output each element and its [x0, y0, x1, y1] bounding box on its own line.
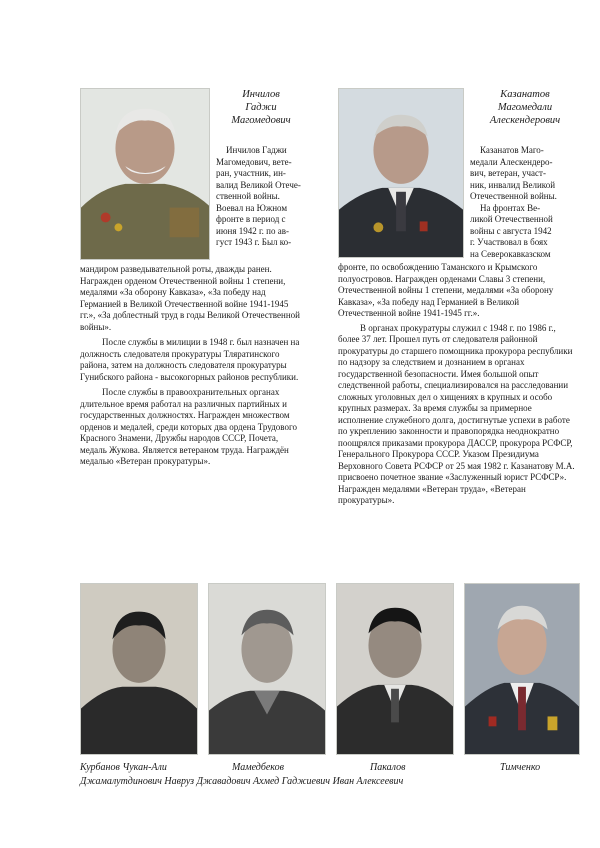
- bio-paragraph: фронте, по освобождению Таманского и Крымского полуостровов. Награжден орденами Славы 3 степени, Отечественной войны 1 степени, медалями «За оборону Кавказа», «За победу над Германией в Великой Отечественной войне 1941-1945 гг.».: [338, 262, 554, 318]
- bio-paragraph: В органах прокуратуры служил с 1948 г. по 1986 г., более 37 лет. Прошел путь от следователя районной прокуратуры до старшего помощника прокурора республики по надзору за следствием и дознанием в органах государственной безопасности. Имея большой опыт следственной работы, специализировался на расследовании сложных уголовных дел о хищениях в крупных и особо крупных размерах. За время службы за примерное исполнение служебного долга, достигнутые успехи в работе по укреплению законности и правопорядка неоднократно поощрялся приказами прокурора ДАССР, прокурора РСФСР, Генерального Прокурора СССР. Указом Президиума Верховного Совета РСФСР от 25 мая 1982 г. Казанатову М.А. присвоено почетное звание «Заслуженный юрист РСФСР». Награжден медалями «Ветеран труда», «Ветеран прокуратуры».: [338, 322, 575, 505]
- bio-paragraph: После службы в правоохранительных органах длительное время работал на различных партийных и государственных должностях. Награжден множеством орденов и медалей, среди которых два ордена Трудового Красного Знамени, Дружбы народов СССР, Почета, медаль Жукова. Является ветераном труда. Награждён медалью «Ветеран прокуратуры».: [80, 387, 297, 466]
- bio-body-inchilov: [80, 264, 304, 468]
- portrait-photo-inchilov: [80, 88, 210, 260]
- caption-mamedbekov: Мамедбеков: [232, 762, 284, 773]
- bio-line: фронте в период с: [216, 214, 286, 224]
- bio-line: На фронтах Ве-: [480, 202, 541, 213]
- portrait-photo-kurbanov: [80, 583, 198, 755]
- name-kazanatov: [470, 88, 580, 127]
- name-line-1: Инчилов: [242, 89, 280, 100]
- bio-line: Отечественной войны.: [470, 191, 557, 201]
- bio-paragraph: мандиром разведывательной роты, дважды ранен. Награжден орденом Отечественной войны 1 степени, медалями «За оборону Кавказа», «За победу над Германией в Великой Отечественной войне 1941-1945 гг.», «За доблестный труд в годы Великой Отечественной войны».: [80, 264, 300, 332]
- bio-line: Инчилов Гаджи: [226, 145, 287, 155]
- bio-line: ран, участник, ин-: [216, 168, 286, 178]
- caption-timchenko: Тимченко: [500, 762, 541, 773]
- caption-row-2: Джамалутдинович Навруз Джавадович Ахмед Гаджиевич Иван Алексеевич: [80, 776, 404, 787]
- bio-narrow-inchilov: [216, 145, 304, 249]
- name-line-1: Казанатов: [500, 89, 550, 100]
- bio-line: г. Участвовал в боях: [470, 237, 548, 247]
- bio-line: ник, инвалид Великой: [470, 179, 556, 190]
- bio-line: Казанатов Маго-: [480, 145, 544, 155]
- caption-kurbanov: Курбанов Чукан-Али: [80, 762, 167, 773]
- bio-paragraph: После службы в милиции в 1948 г. был назначен на должность следователя прокуратуры Тляратинского района, затем на должность следователя прокуратуры Гунибского района - высокогорных районов республики.: [80, 337, 300, 382]
- portrait-photo-kazanatov: [338, 88, 464, 258]
- name-line-3: Алескендерович: [489, 115, 561, 126]
- name-line-3: Магомедович: [231, 115, 291, 126]
- name-line-2: Гаджи: [245, 102, 277, 113]
- bio-line: густ 1943 г. Был ко-: [216, 237, 292, 247]
- bio-line: ликой Отечественной: [470, 214, 553, 224]
- bio-line: войны с августа 1942: [470, 225, 552, 236]
- name-inchilov: [216, 88, 306, 127]
- bio-line: валид Великой Отече-: [216, 179, 301, 190]
- bio-line: медали Алескендеро-: [470, 156, 553, 167]
- bio-line: вич, ветеран, участ-: [470, 168, 546, 178]
- portrait-photo-pakalov: [336, 583, 454, 755]
- bio-line: Воевал на Южном: [216, 202, 288, 213]
- portrait-photo-mamedbekov: [208, 583, 326, 755]
- bio-line: Магомедович, вете-: [216, 156, 292, 167]
- bio-line: ственной войны.: [216, 191, 280, 201]
- portrait-photo-timchenko: [464, 583, 580, 755]
- caption-pakalov: Пакалов: [370, 762, 406, 773]
- bio-line: на Северокавказском: [470, 248, 551, 259]
- bio-line: июня 1942 г. по ав-: [216, 225, 289, 236]
- bio-body-kazanatov: [338, 262, 578, 507]
- name-line-2: Магомедали: [497, 102, 553, 113]
- bio-narrow-kazanatov: [470, 145, 578, 260]
